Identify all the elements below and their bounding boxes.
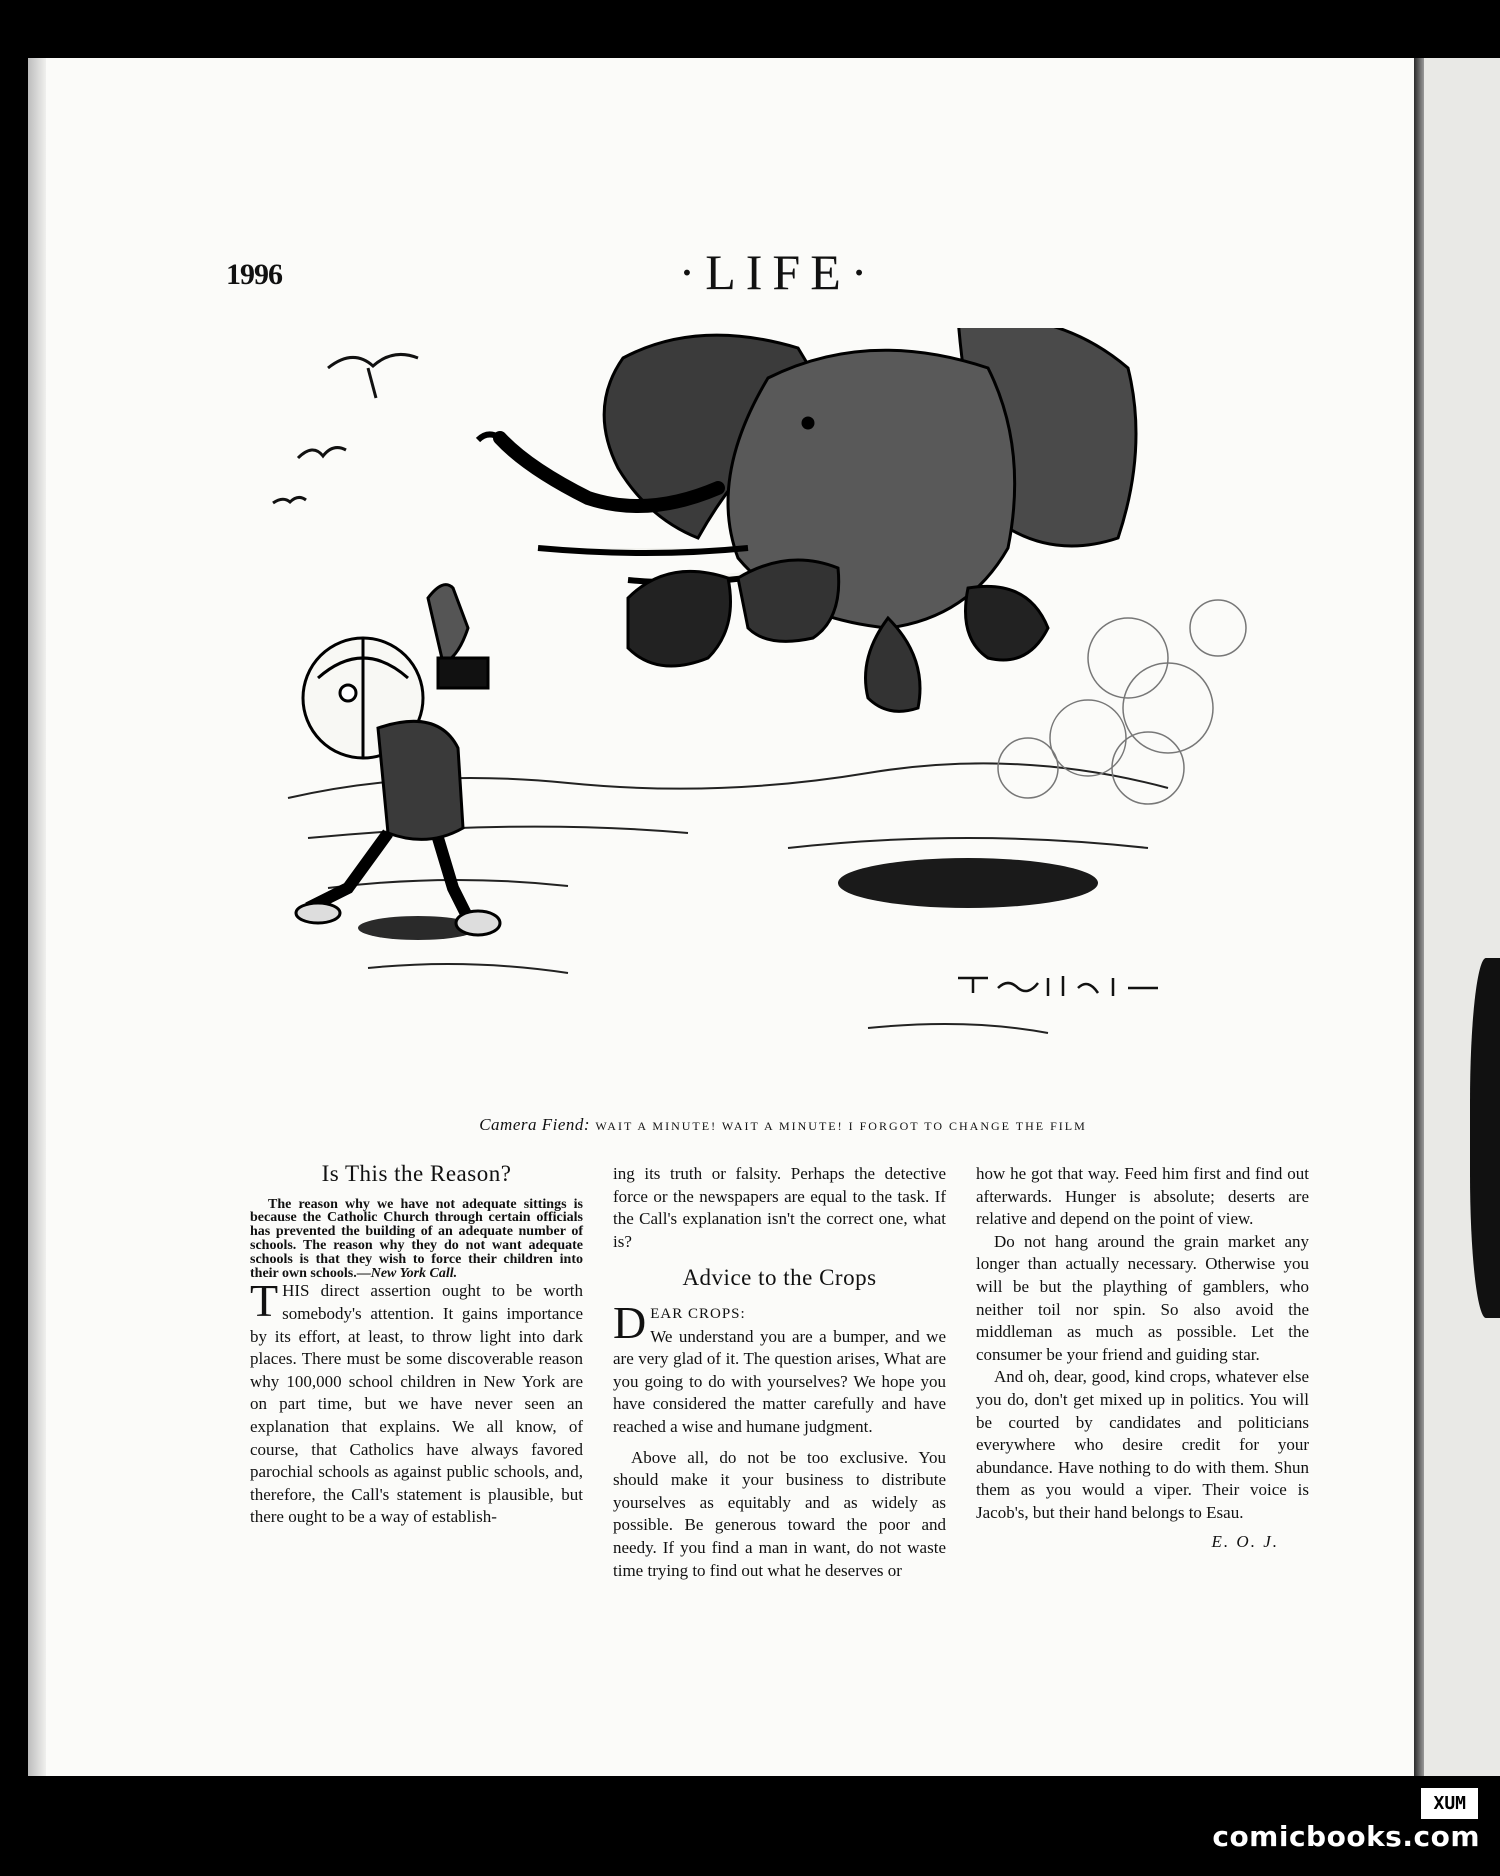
article-heading-is-this-the-reason: Is This the Reason?	[321, 1161, 512, 1186]
article1-body	[250, 1275, 583, 1529]
elephant	[478, 328, 1136, 711]
article2-paragraph-2-continued: how he got that way. Feed him first and find out afterwards. Hunger is absolute; deserts are relative and depend on the point of view.	[976, 1164, 1309, 1229]
quote-source: New York Call.	[370, 1265, 458, 1281]
column-2	[613, 1163, 946, 1582]
drop-cap-t: T	[250, 1275, 279, 1327]
page-number: 1996	[226, 258, 282, 291]
book-gutter	[1414, 58, 1424, 1776]
article2-paragraph-1: We understand you are a bumper, and we are very glad of it. The question arises, What are you going to do with yourselves? We hope you have considered the matter carefully and have reached a wise and humane judgment.	[613, 1326, 946, 1436]
page-binding-edge	[28, 58, 46, 1776]
watermark-site: comicbooks.com	[1212, 1820, 1480, 1853]
article-heading-advice-to-the-crops: Advice to the Crops	[682, 1265, 877, 1291]
masthead-title: ·LIFE·	[678, 244, 878, 300]
birds	[273, 354, 418, 503]
column-1	[250, 1163, 583, 1529]
article2-paragraph-4: And oh, dear, good, kind crops, whatever else you do, don't get mixed up in politics. You will be courted by candidates and politicians everywhere who desire credit for your abundance. Have nothing to do with them. Shun them as you would a viper. Their voice is Jacob's, but their hand belongs to Esau.	[976, 1367, 1309, 1522]
artist-signature	[958, 976, 1158, 996]
article1-body-text: HIS direct assertion ought to be worth somebody's attention. It gains importance by its effort, at least, to throw light into dark places. There must be some discoverable reason why 100,000 school children in New York are on part time, but we have never seen an explanation that explains. We all know, of course, that Catholics have always favored parochial schools as against public schools, and, therefore, the Call's statement is plausible, but there ought to be a way of establish-	[250, 1281, 583, 1527]
watermark-tag: XUM	[1421, 1788, 1478, 1819]
article1-body-continued: ing its truth or falsity. Perhaps the detective force or the newspapers are equal to the task. If the Call's explanation isn't the correct one, what is?	[613, 1164, 946, 1251]
article2-paragraph-3: Do not hang around the grain market any longer than actually necessary. Otherwise you will be but the plaything of gamblers, who neither toil nor spin. So also avoid the middleman as much as possible. Let the consumer be your friend and guiding star.	[976, 1231, 1309, 1364]
cartoon-illustration	[268, 328, 1258, 1108]
author-signature: E. O. J.	[1211, 1531, 1279, 1551]
quoted-excerpt	[250, 1198, 583, 1281]
article2-paragraph-2: Above all, do not be too exclusive. You should make it your business to distribute yourselves as equitably and as widely as possible. Be generous toward the poor and needy. If you find a man in want, do not waste time trying to find out what he deserves or	[613, 1447, 946, 1580]
cartoon-caption	[253, 1115, 1313, 1135]
drop-cap-d: D	[613, 1296, 647, 1348]
caption-text: WAIT A MINUTE! WAIT A MINUTE! I FORGOT TO CHANGE THE FILM	[595, 1119, 1087, 1133]
salutation	[613, 1296, 946, 1439]
adjacent-page-edge	[1414, 58, 1500, 1776]
salutation-text: EAR CROPS:	[650, 1305, 746, 1322]
column-3	[976, 1163, 1309, 1553]
caption-speaker: Camera Fiend:	[479, 1115, 591, 1134]
magazine-page	[28, 58, 1418, 1776]
adjacent-page-ink	[1470, 958, 1500, 1318]
quote-text: The reason why we have not adequate sittings is because the Catholic Church through certain officials has prevented the building of an adequate number of schools. The reason why they do not want adequate schools is that they wish to force their children into their own schools.—	[250, 1196, 583, 1281]
elephant-shadow	[838, 858, 1098, 908]
scan-watermark	[1205, 1788, 1500, 1876]
